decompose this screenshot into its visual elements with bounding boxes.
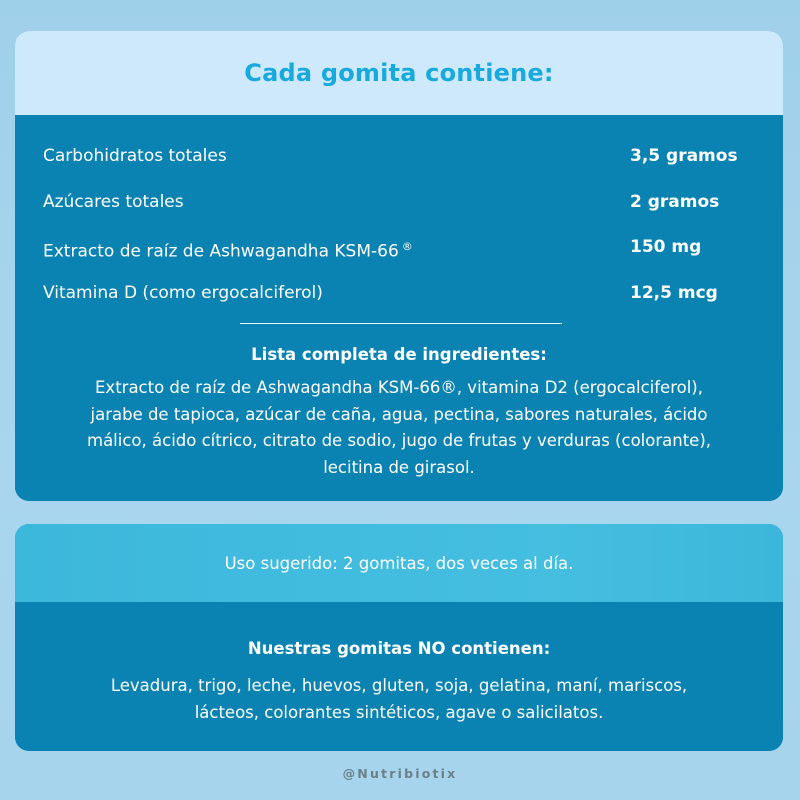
ingredients-title: Lista completa de ingredientes: <box>251 345 547 364</box>
ingredients-line: jarabe de tapioca, azúcar de caña, agua, pectina, sabores naturales, ácido <box>90 404 708 424</box>
usage-text: Uso sugerido: 2 gomitas, dos veces al día. <box>224 553 574 573</box>
free-from-text <box>39 673 759 726</box>
ingredients-line: lecitina de girasol. <box>323 457 475 477</box>
nutrient-label: Azúcares totales <box>43 192 184 212</box>
nutrient-label-wrap <box>43 232 413 267</box>
nutrition-card-body <box>15 115 783 501</box>
nutrient-value: 150 mg <box>630 237 702 257</box>
usage-band <box>15 524 783 602</box>
nutrition-card <box>15 31 783 501</box>
free-from-line: Levadura, trigo, leche, huevos, gluten, soja, gelatina, maní, mariscos, <box>110 676 688 695</box>
nutrient-label: Vitamina D (como ergocalciferol) <box>43 283 323 303</box>
free-from-line: lácteos, colorantes sintéticos, agave o salicilatos. <box>194 702 604 722</box>
registered-mark: ® <box>401 240 413 253</box>
nutrition-card-header <box>15 31 783 115</box>
brand-watermark: @Nutribiotix <box>342 766 458 781</box>
nutrition-title: Cada gomita contiene: <box>244 59 554 87</box>
free-from-body <box>15 602 783 751</box>
nutrition-row <box>15 141 783 171</box>
usage-card <box>15 524 783 751</box>
ingredients-line: Extracto de raíz de Ashwagandha KSM-66®, vitamina D2 (ergocalciferol), <box>95 378 703 397</box>
nutrient-label: Extracto de raíz de Ashwagandha KSM-66 <box>43 241 399 262</box>
free-from-title: Nuestras gomitas NO contienen: <box>247 639 551 658</box>
nutrition-row <box>15 232 783 262</box>
nutrition-row <box>15 187 783 217</box>
divider-line <box>240 323 562 324</box>
nutrient-value: 3,5 gramos <box>630 146 738 166</box>
nutrition-row <box>15 278 783 308</box>
nutrient-label: Carbohidratos totales <box>43 146 227 166</box>
ingredients-text <box>39 375 759 481</box>
ingredients-line: málico, ácido cítrico, citrato de sodio, jugo de frutas y verduras (colorante), <box>87 431 711 450</box>
nutrient-value: 12,5 mcg <box>630 283 718 303</box>
nutrient-value: 2 gramos <box>630 192 720 212</box>
